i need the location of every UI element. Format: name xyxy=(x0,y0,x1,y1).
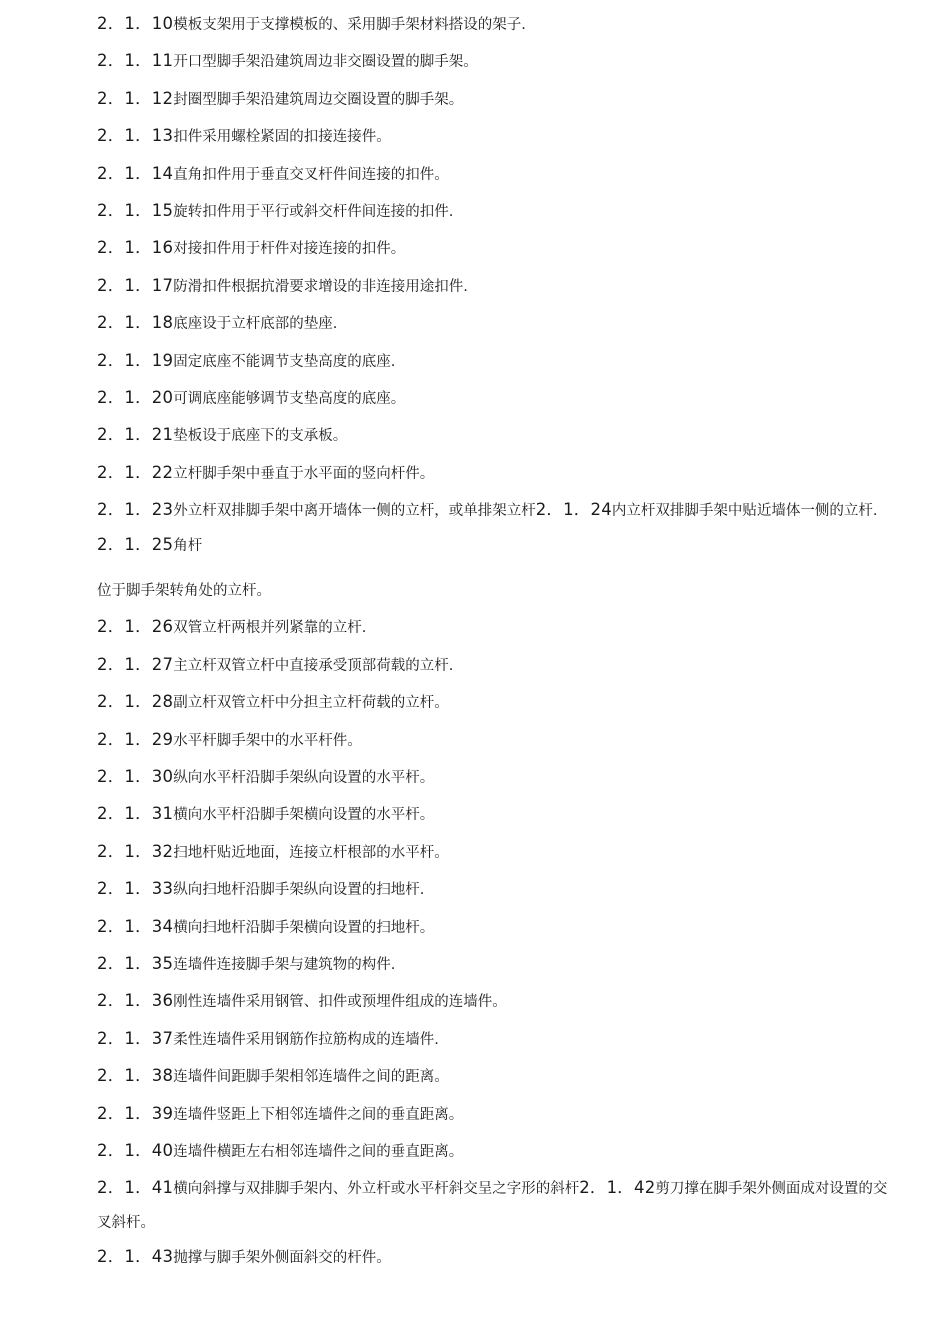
term-number: 2．1．34 xyxy=(97,916,174,936)
term-text: 双管立杆两根并列紧靠的立杆. xyxy=(173,620,367,637)
term-number: 2．1．16 xyxy=(97,238,174,258)
term-text: 角杆 xyxy=(173,538,203,555)
term-number: 2．1．11 xyxy=(97,51,174,71)
term-2-1-29 xyxy=(97,730,897,751)
term-2-1-15 xyxy=(97,201,897,222)
term-2-1-18 xyxy=(97,313,897,334)
term-text: 主立杆双管立杆中直接承受顶部荷载的立杆. xyxy=(173,657,454,674)
term-text: 立杆脚手架中垂直于水平面的竖向杆件。 xyxy=(173,465,435,482)
term-number: 2．1．15 xyxy=(97,200,174,220)
term-2-1-26 xyxy=(97,617,897,638)
term-2-1-32 xyxy=(97,842,897,863)
term-2-1-43 xyxy=(97,1247,897,1268)
term-2-1-14 xyxy=(97,164,897,185)
term-2-1-35 xyxy=(97,954,897,975)
term-number: 2．1．41 xyxy=(97,1178,174,1198)
term-text: 外立杆双排脚手架中离开墙体一侧的立杆，或单排架立杆 xyxy=(173,503,536,520)
term-number: 2．1．12 xyxy=(97,88,174,108)
term-number: 2．1．26 xyxy=(97,617,174,637)
term-number: 2．1．36 xyxy=(97,991,174,1011)
term-text: 纵向扫地杆沿脚手架纵向设置的扫地杆. xyxy=(173,882,425,899)
term-2-1-12 xyxy=(97,89,897,110)
term-2-1-27 xyxy=(97,655,897,676)
term-2-1-17 xyxy=(97,276,897,297)
term-number: 2．1．31 xyxy=(97,804,174,824)
term-2-1-21 xyxy=(97,425,897,446)
term-text: 扫地杆贴近地面，连接立杆根部的水平杆。 xyxy=(173,844,449,861)
term-text: 模板支架用于支撑模板的、采用脚手架材料搭设的架子. xyxy=(173,17,526,33)
term-number: 2．1．14 xyxy=(97,163,174,183)
term-text: 横向斜撑与双排脚手架内、外立杆或水平杆斜交呈之字形的斜杆 xyxy=(173,1181,580,1198)
term-text: 纵向水平杆沿脚手架纵向设置的水平杆。 xyxy=(173,770,435,787)
term-number: 2．1．35 xyxy=(97,953,174,973)
term-text: 可调底座能够调节支垫高度的底座。 xyxy=(173,390,406,407)
term-number: 2．1．39 xyxy=(97,1103,174,1123)
term-text: 连墙件连接脚手架与建筑物的构件. xyxy=(173,956,396,973)
term-text: 位于脚手架转角处的立杆。 xyxy=(97,583,271,600)
term-2-1-31 xyxy=(97,804,897,825)
term-number: 2．1．30 xyxy=(97,767,174,787)
term-text: 水平杆脚手架中的水平杆件。 xyxy=(173,732,362,749)
term-text: 横向扫地杆沿脚手架横向设置的扫地杆。 xyxy=(173,919,435,936)
term-2-1-39 xyxy=(97,1104,897,1125)
term-text: 开口型脚手架沿建筑周边非交圈设置的脚手架。 xyxy=(173,54,478,71)
term-text: 防滑扣件根据抗滑要求增设的非连接用途扣件. xyxy=(173,278,468,295)
term-2-1-41-42 xyxy=(97,1171,897,1240)
term-2-1-28 xyxy=(97,692,897,713)
term-2-1-20 xyxy=(97,388,897,409)
term-number: 2．1．27 xyxy=(97,654,174,674)
term-number: 2．1．17 xyxy=(97,275,174,295)
term-2-1-33 xyxy=(97,879,897,900)
term-text: 垫板设于底座下的支承板。 xyxy=(173,428,348,445)
term-text: 直角扣件用于垂直交叉杆件间连接的扣件。 xyxy=(173,166,449,183)
term-number: 2．1．24 xyxy=(535,500,612,520)
term-text: 抛撑与脚手架外侧面斜交的杆件。 xyxy=(173,1250,391,1267)
term-2-1-13 xyxy=(97,126,897,147)
term-2-1-30 xyxy=(97,767,897,788)
term-2-1-23-24 xyxy=(97,493,897,528)
term-2-1-10 xyxy=(97,14,897,35)
term-text: 横向水平杆沿脚手架横向设置的水平杆。 xyxy=(173,807,435,824)
term-number: 2．1．19 xyxy=(97,350,174,370)
term-number: 2．1．20 xyxy=(97,387,174,407)
term-number: 2．1．23 xyxy=(97,500,174,520)
term-text: 底座设于立杆底部的垫座. xyxy=(173,316,338,333)
term-number: 2．1．42 xyxy=(579,1178,656,1198)
term-text: 副立杆双管立杆中分担主立杆荷载的立杆。 xyxy=(173,695,449,712)
term-number: 2．1．29 xyxy=(97,729,174,749)
term-2-1-11 xyxy=(97,51,897,72)
term-text: 连墙件横距左右相邻连墙件之间的垂直距离。 xyxy=(173,1143,464,1160)
term-text: 封圈型脚手架沿建筑周边交圈设置的脚手架。 xyxy=(173,91,464,108)
term-2-1-25-definition xyxy=(97,581,897,601)
term-number: 2．1．38 xyxy=(97,1066,174,1086)
term-2-1-34 xyxy=(97,917,897,938)
term-number: 2．1．10 xyxy=(97,14,174,33)
term-2-1-40 xyxy=(97,1141,897,1162)
term-number: 2．1．25 xyxy=(97,535,174,555)
document-body xyxy=(97,14,897,1285)
term-number: 2．1．21 xyxy=(97,425,174,445)
term-number: 2．1．40 xyxy=(97,1140,174,1160)
term-text: 扣件采用螺栓紧固的扣接连接件。 xyxy=(173,129,391,146)
term-2-1-22 xyxy=(97,463,897,484)
term-text: 内立杆双排脚手架中贴近墙体一侧的立杆. xyxy=(611,503,878,520)
term-number: 2．1．33 xyxy=(97,879,174,899)
term-number: 2．1．32 xyxy=(97,841,174,861)
term-2-1-19 xyxy=(97,351,897,372)
term-2-1-36 xyxy=(97,991,897,1012)
term-text: 柔性连墙件采用钢筋作拉筋构成的连墙件. xyxy=(173,1031,439,1048)
term-text: 连墙件竖距上下相邻连墙件之间的垂直距离。 xyxy=(173,1106,464,1123)
term-number: 2．1．37 xyxy=(97,1028,174,1048)
term-text: 剪刀撑在脚手架外侧面成对设置的交叉斜杆。 xyxy=(97,1181,888,1232)
term-text: 连墙件间距脚手架相邻连墙件之间的距离。 xyxy=(173,1069,449,1086)
term-2-1-25 xyxy=(97,535,897,556)
term-text: 对接扣件用于杆件对接连接的扣件。 xyxy=(173,241,406,258)
term-number: 2．1．13 xyxy=(97,126,174,146)
term-text: 固定底座不能调节支垫高度的底座. xyxy=(173,353,396,370)
term-2-1-37 xyxy=(97,1029,897,1050)
term-number: 2．1．22 xyxy=(97,462,174,482)
term-number: 2．1．28 xyxy=(97,692,174,712)
term-text: 刚性连墙件采用钢管、扣件或预埋件组成的连墙件。 xyxy=(173,994,507,1011)
term-2-1-38 xyxy=(97,1066,897,1087)
term-number: 2．1．43 xyxy=(97,1247,174,1267)
term-number: 2．1．18 xyxy=(97,313,174,333)
term-2-1-16 xyxy=(97,238,897,259)
term-text: 旋转扣件用于平行或斜交杆件间连接的扣件. xyxy=(173,203,454,220)
